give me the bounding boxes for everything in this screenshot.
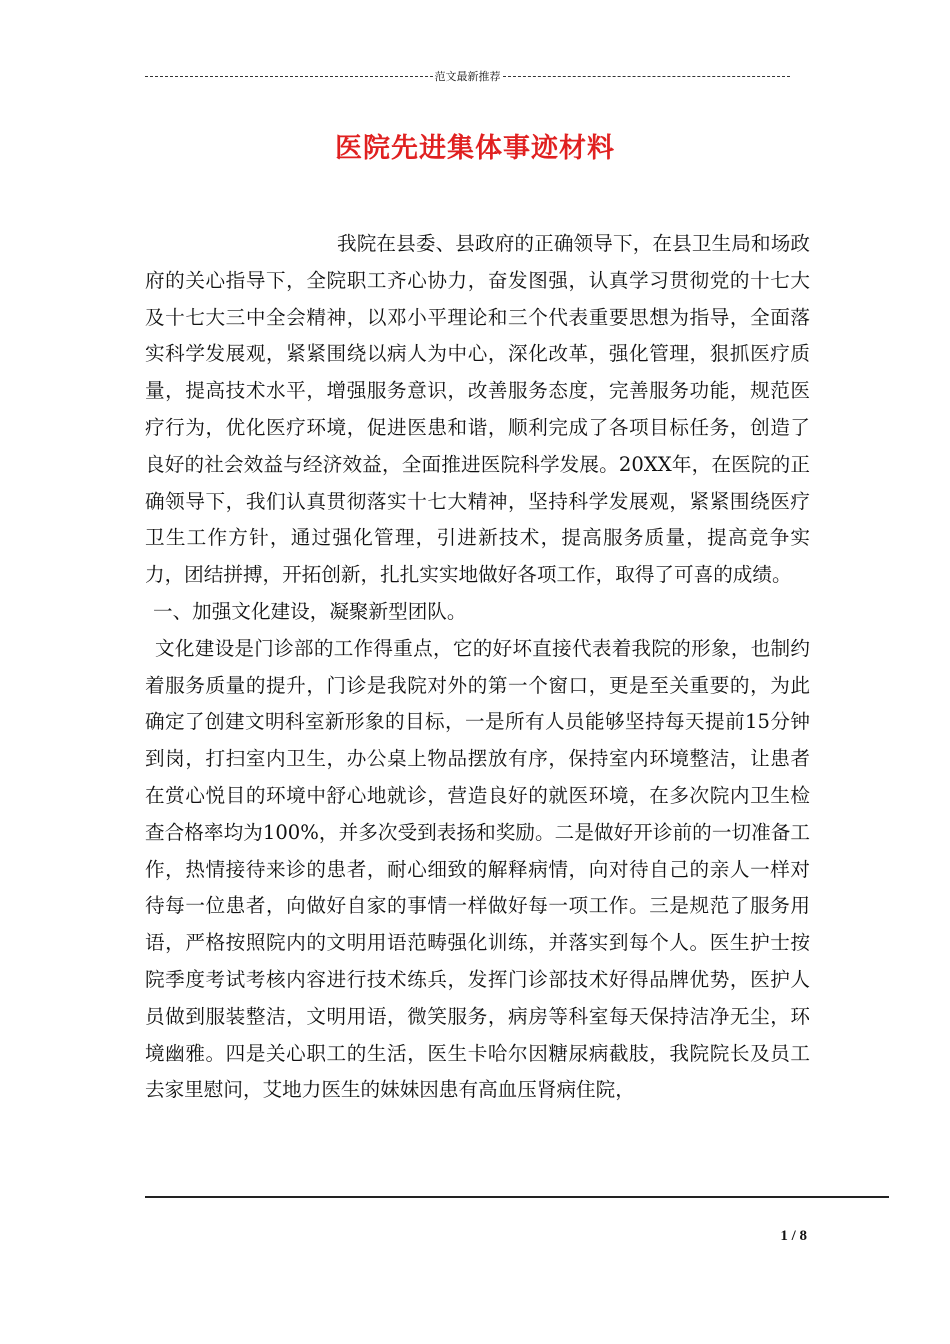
header-dash-right: [503, 76, 791, 77]
paragraph-intro: 我院在县委、县政府的正确领导下，在县卫生局和场政府的关心指导下，全院职工齐心协力，奋发图强，认真学习贯彻党的十七大及十七大三中全会精神，以邓小平理论和三个代表重要思想为指导，全面落实科学发展观，紧紧围绕以病人为中心，深化改革，强化管理，狠抓医疗质量，提高技术水平，增强服务意识，改善服务态度，完善服务功能，规范医疗行为，优化医疗环境，促进医患和谐，顺利完成了各项目标任务，创造了良好的社会效益与经济效益，全面推进医院科学发展。20XX年，在医院的正确领导下，我们认真贯彻落实十七大精神，坚持科学发展观，紧紧围绕医疗卫生工作方针，通过强化管理，引进新技术，提高服务质量，提高竞争实力，团结拼搏，开拓创新，扎扎实实地做好各项工作，取得了可喜的成绩。: [145, 232, 810, 587]
footer-divider: [145, 1196, 889, 1198]
document-title: 医院先进集体事迹材料: [335, 133, 615, 164]
header-label: 范文最新推荐: [434, 70, 501, 83]
page-header: [145, 68, 790, 84]
header-dash-left: [145, 76, 433, 77]
document-body: [145, 226, 810, 1109]
paragraph-culture: 文化建设是门诊部的工作得重点，它的好坏直接代表着我院的形象，也制约着服务质量的提升，门诊是我院对外的第一个窗口，更是至关重要的，为此确定了创建文明科室新形象的目标，一是所有人员能够坚持每天提前15分钟到岗，打扫室内卫生，办公桌上物品摆放有序，保持室内环境整洁，让患者在赏心悦目的环境中舒心地就诊，营造良好的就医环境，在多次院内卫生检查合格率均为100%，并多次受到表扬和奖励。二是做好开诊前的一切准备工作，热情接待来诊的患者，耐心细致的解释病情，向对待自己的亲人一样对待每一位患者，向做好自家的事情一样做好每一项工作。三是规范了服务用语，严格按照院内的文明用语范畴强化训练，并落实到每个人。医生护士按院季度考试考核内容进行技术练兵，发挥门诊部技术好得品牌优势，医护人员做到服装整洁，文明用语，微笑服务，病房等科室每天保持洁净无尘，环境幽雅。四是关心职工的生活，医生卡哈尔因糖尿病截肢，我院院长及员工去家里慰问，艾地力医生的妹妹因患有高血压肾病住院，: [145, 636, 810, 1102]
page-number: 1 / 8: [780, 1228, 807, 1244]
section-heading: 一、加强文化建设，凝聚新型团队。: [153, 599, 467, 623]
